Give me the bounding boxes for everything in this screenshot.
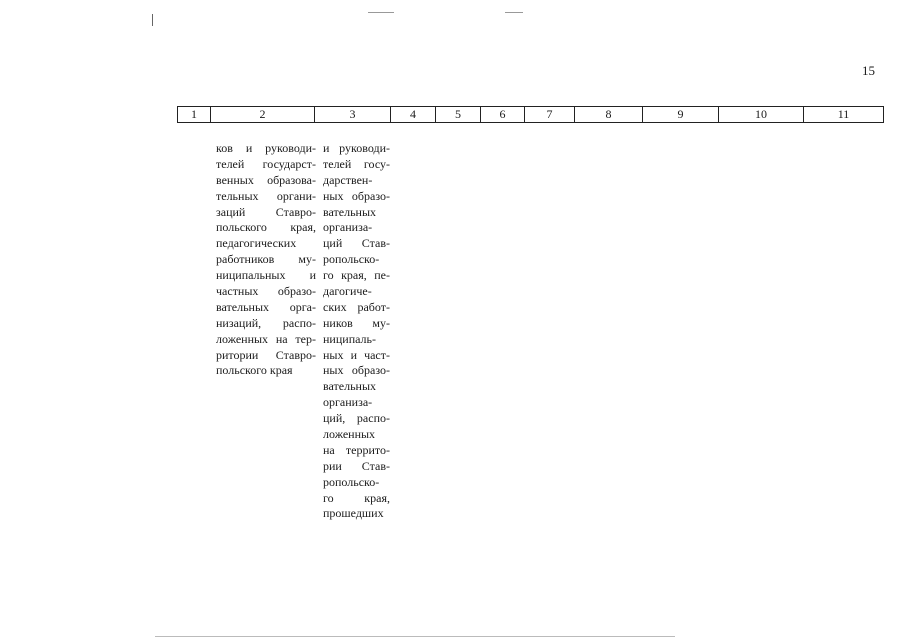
- column-3-text: [323, 141, 390, 522]
- page-number: 15: [862, 63, 875, 78]
- scan-noise: [505, 12, 523, 13]
- column-3-line: ропольско-: [323, 474, 380, 489]
- header-cell-2: 2: [211, 107, 315, 122]
- header-cell-7: 7: [525, 107, 575, 122]
- column-2-line: тельных органи-: [216, 188, 316, 203]
- header-cell-9: 9: [643, 107, 719, 122]
- column-2-line: вательных орга-: [216, 299, 316, 314]
- column-3-line: дагогиче-: [323, 284, 372, 299]
- column-2-line: низаций, распо-: [216, 315, 316, 330]
- column-3-line: рии Став-: [323, 458, 390, 473]
- column-2-line: венных образова-: [216, 172, 316, 187]
- column-2-line: ритории Ставро-: [216, 347, 316, 362]
- column-2-text: [216, 141, 316, 379]
- column-3-line: ных и част-: [323, 347, 390, 362]
- column-3-line: ных образо-: [323, 363, 390, 378]
- column-3-line: организа-: [323, 220, 373, 235]
- column-3-line: организа-: [323, 395, 373, 410]
- column-2-line: частных образо-: [216, 284, 316, 299]
- column-3-line: вательных: [323, 204, 377, 219]
- header-cell-3: 3: [315, 107, 391, 122]
- column-3-line: дарствен-: [323, 172, 373, 187]
- column-2-line: телей государст-: [216, 156, 316, 171]
- column-3-line: и руководи-: [323, 141, 390, 155]
- column-3-line: го края,: [323, 490, 390, 505]
- column-3-line: ских работ-: [323, 299, 390, 314]
- column-3-line: телей госу-: [323, 156, 390, 171]
- column-2-line: педагогических: [216, 236, 297, 251]
- column-3-line: ропольско-: [323, 252, 380, 267]
- column-2-line: ложенных на тер-: [216, 331, 316, 346]
- scan-artifact-mark: [152, 14, 153, 26]
- column-3-line: ников му-: [323, 315, 390, 330]
- column-2-line: заций Ставро-: [216, 204, 316, 219]
- column-3-line: прошедших: [323, 506, 384, 521]
- header-cell-10: 10: [719, 107, 804, 122]
- column-3-line: ных образо-: [323, 188, 390, 203]
- column-3-line: го края, пе-: [323, 268, 390, 283]
- column-2-line: ниципальных и: [216, 268, 316, 283]
- column-3-line: на террито-: [323, 442, 390, 457]
- column-3-line: ций Став-: [323, 236, 390, 251]
- header-cell-1: 1: [178, 107, 211, 122]
- column-2-line: работников му-: [216, 252, 316, 267]
- column-2-line: польского края,: [216, 220, 316, 235]
- column-3-line: вательных: [323, 379, 377, 394]
- column-2-line: ков и руководи-: [216, 141, 316, 155]
- header-cell-5: 5: [436, 107, 481, 122]
- scan-noise: [155, 636, 675, 637]
- header-cell-6: 6: [481, 107, 525, 122]
- header-cell-8: 8: [575, 107, 643, 122]
- column-3-line: ниципаль-: [323, 331, 376, 346]
- header-cell-11: 11: [804, 107, 884, 122]
- column-3-line: ций, распо-: [323, 411, 390, 426]
- column-2-line: польского края: [216, 363, 293, 378]
- column-3-line: ложенных: [323, 427, 376, 442]
- table-header-row: [177, 106, 884, 123]
- scan-noise: [368, 12, 394, 13]
- header-cell-4: 4: [391, 107, 436, 122]
